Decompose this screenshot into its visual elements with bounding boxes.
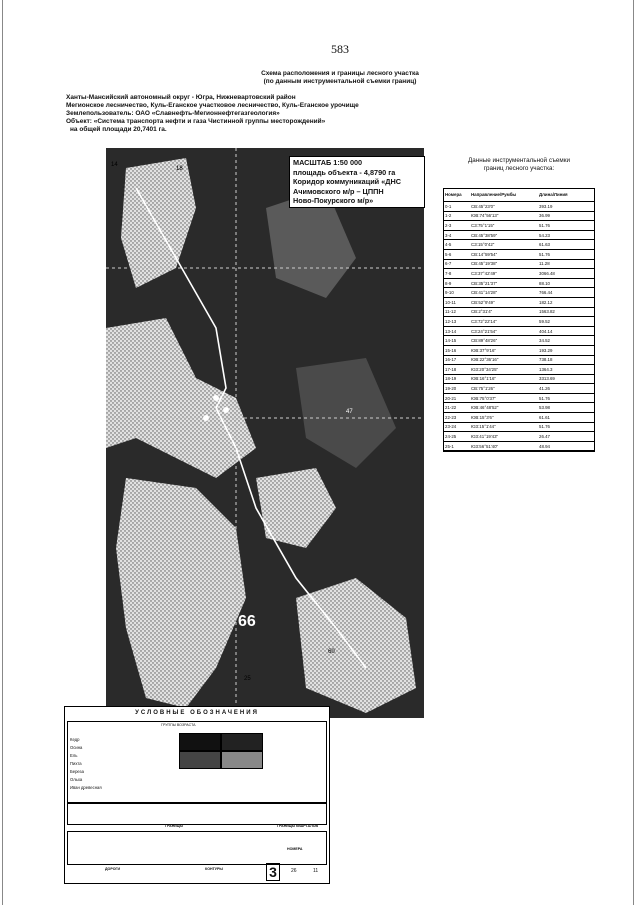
survey-direction: ЮЗ:41°19'43" — [470, 432, 538, 442]
survey-segment: 18-19 — [444, 374, 470, 384]
survey-row — [444, 278, 594, 288]
survey-length: 36.99 — [538, 211, 594, 221]
survey-row — [444, 345, 594, 355]
survey-body — [444, 202, 594, 451]
survey-length: 59.52 — [538, 317, 594, 327]
info-forestry: Мегионское лесничество, Куль-Еганское участковое лесничество, Куль-Еганское урочище — [66, 102, 359, 109]
survey-direction: ЮВ:16°1'16" — [470, 374, 538, 384]
corridor-line-3: Ново-Покурского м/р» — [293, 196, 374, 205]
legend-numbers: НОМЕРА — [287, 847, 303, 851]
survey-segment: 5-6 — [444, 249, 470, 259]
survey-direction: СЗ:15°0'42" — [470, 240, 538, 250]
survey-direction: СЗ:72°22'14" — [470, 317, 538, 327]
survey-direction: ЮВ:74°56'13" — [470, 211, 538, 221]
survey-length: 48.94 — [538, 441, 594, 451]
survey-segment: 24-25 — [444, 432, 470, 442]
survey-length: 1364.3 — [538, 365, 594, 375]
legend — [64, 706, 330, 884]
legend-quarters: ГРАНИЦЫ КВАРТАЛОВ — [277, 824, 319, 828]
survey-length: 34.52 — [538, 336, 594, 346]
survey-length: 11.28 — [538, 259, 594, 269]
survey-row — [444, 221, 594, 231]
survey-caption-line-2: границ лесного участка: — [483, 165, 555, 172]
heading-line-1: Схема расположения и границы лесного участка — [261, 70, 419, 77]
header-length: Длина/Линия — [538, 189, 594, 202]
survey-segment: 0-1 — [444, 202, 470, 212]
legend-mark-26: 26 — [291, 868, 297, 874]
survey-segment: 25-1 — [444, 441, 470, 451]
survey-segment: 1-2 — [444, 211, 470, 221]
survey-segment: 6-7 — [444, 259, 470, 269]
survey-table — [443, 188, 595, 452]
survey-direction: СВ:75°1'26" — [470, 384, 538, 394]
survey-length: 54.23 — [538, 230, 594, 240]
map-image — [66, 148, 424, 718]
survey-row — [444, 441, 594, 451]
survey-length: 51.76 — [538, 249, 594, 259]
survey-direction: ЮВ:37°9'16" — [470, 345, 538, 355]
survey-segment: 21-22 — [444, 403, 470, 413]
map-label-bottom: 25 — [244, 676, 251, 682]
survey-row — [444, 249, 594, 259]
survey-segment: 7-8 — [444, 269, 470, 279]
info-object: Объект: «Система транспорта нефти и газа Чистинной группы месторождений» — [66, 118, 326, 125]
legend-swatch — [221, 751, 263, 769]
survey-direction: ЮВ:22°36'16" — [470, 355, 538, 365]
legend-mark-3: 3 — [266, 863, 280, 881]
info-land-user: Землепользователь: ОАО «Славнефть-Мегионнефтегазгеология» — [66, 110, 280, 117]
survey-length: 51.76 — [538, 221, 594, 231]
corridor-line-2: Ачимовского м/р – ЦППН — [293, 186, 384, 196]
survey-length: 61.61 — [538, 413, 594, 423]
legend-contours: КОНТУРЫ — [205, 867, 223, 871]
survey-length: 3066.48 — [538, 269, 594, 279]
survey-row — [444, 403, 594, 413]
survey-length: 404.14 — [538, 326, 594, 336]
survey-row — [444, 317, 594, 327]
survey-direction: ЮЗ:15°1'44" — [470, 422, 538, 432]
legend-tree-item: Береза — [70, 769, 84, 774]
legend-boundaries: ГРАНИЦЫ — [165, 824, 184, 828]
object-info — [66, 94, 426, 134]
survey-segment: 22-23 — [444, 413, 470, 423]
survey-segment: 3-4 — [444, 230, 470, 240]
survey-segment: 20-21 — [444, 393, 470, 403]
survey-direction: СВ:89°48'26" — [470, 336, 538, 346]
survey-row — [444, 413, 594, 423]
survey-row — [444, 365, 594, 375]
survey-row — [444, 374, 594, 384]
survey-row — [444, 336, 594, 346]
survey-direction: СЗ:75°1'15" — [470, 221, 538, 231]
survey-row — [444, 230, 594, 240]
legend-title: УСЛОВНЫЕ ОБОЗНАЧЕНИЯ — [135, 710, 259, 716]
survey-segment: 17-18 — [444, 365, 470, 375]
survey-segment: 4-5 — [444, 240, 470, 250]
survey-row — [444, 355, 594, 365]
scale-box — [289, 156, 425, 208]
map-label-top-left: 14 — [111, 162, 118, 168]
survey-length: 393.19 — [538, 202, 594, 212]
survey-segment: 15-16 — [444, 345, 470, 355]
legend-roads: ДОРОГИ — [105, 867, 121, 871]
scheme-heading — [150, 70, 530, 86]
survey-point — [223, 407, 229, 413]
legend-tree-item: Ель — [70, 753, 78, 758]
survey-segment: 12-13 — [444, 317, 470, 327]
legend-tree-item: Кедр — [70, 737, 80, 742]
survey-segment: 9-10 — [444, 288, 470, 298]
legend-groups: ГРУППЫ ВОЗРАСТА — [161, 723, 196, 727]
survey-row — [444, 211, 594, 221]
survey-direction: ЮЗ:20°34'25" — [470, 365, 538, 375]
survey-length: 182.12 — [538, 297, 594, 307]
area-line: площадь объекта - 4,8790 га — [293, 167, 396, 177]
survey-row — [444, 422, 594, 432]
survey-grid — [444, 189, 594, 451]
map-label-big: 66 — [238, 613, 256, 630]
survey-segment: 16-17 — [444, 355, 470, 365]
scan-edge-left — [2, 0, 3, 905]
page-number: 583 — [331, 42, 349, 56]
survey-length: 766.44 — [538, 288, 594, 298]
survey-length: 738.18 — [538, 355, 594, 365]
survey-segment: 8-9 — [444, 278, 470, 288]
map-label-mid: 47 — [346, 409, 353, 415]
survey-length: 26.47 — [538, 432, 594, 442]
survey-length: 51.76 — [538, 393, 594, 403]
map-label-top-mid: 18 — [176, 166, 183, 172]
survey-header-row — [444, 189, 594, 202]
survey-length: 193.29 — [538, 345, 594, 355]
survey-direction: ЮЗ:56°51'40" — [470, 441, 538, 451]
legend-tree-item: Ольха — [70, 777, 83, 782]
survey-row — [444, 432, 594, 442]
survey-direction: СВ:14°59'54" — [470, 249, 538, 259]
corridor-line-1: Коридор коммуникаций «ДНС — [293, 177, 401, 186]
survey-row — [444, 393, 594, 403]
legend-tree-item: Иван древесная — [70, 785, 102, 790]
survey-row — [444, 240, 594, 250]
legend-swatch — [179, 733, 221, 751]
legend-swatch — [179, 751, 221, 769]
survey-segment: 19-20 — [444, 384, 470, 394]
legend-mark-11: 11 — [313, 868, 319, 874]
scale-line: МАСШТАБ 1:50 000 — [293, 158, 363, 167]
survey-direction: СВ:45°19'38" — [470, 259, 538, 269]
survey-segment: 2-3 — [444, 221, 470, 231]
survey-direction: СЗ:37°42'49" — [470, 269, 538, 279]
survey-segment: 14-15 — [444, 336, 470, 346]
survey-row — [444, 297, 594, 307]
survey-direction: ЮВ:15°3'6" — [470, 413, 538, 423]
survey-point — [213, 395, 219, 401]
survey-direction: СВ:45°23'0" — [470, 202, 538, 212]
info-region: Ханты-Мансийский автономный округ - Югра, Нижневартовский район — [66, 94, 296, 101]
survey-row — [444, 288, 594, 298]
header-numbers: Номера — [444, 189, 470, 202]
survey-row — [444, 326, 594, 336]
heading-line-2: (по данным инструментальной съемки границ) — [263, 78, 417, 85]
survey-length: 53.98 — [538, 403, 594, 413]
survey-direction: СВ:41°14'28" — [470, 288, 538, 298]
survey-caption-line-1: Данные инструментальной съемки — [467, 157, 571, 164]
map-label-low-right: 60 — [328, 649, 335, 655]
header-direction: Направление/Румбы — [470, 189, 538, 202]
survey-row — [444, 202, 594, 212]
survey-length: 41.26 — [538, 384, 594, 394]
survey-direction: СВ:2°31'4" — [470, 307, 538, 317]
forest-map — [66, 148, 424, 718]
legend-swatch — [221, 733, 263, 751]
survey-direction: ЮВ:46°48'52" — [470, 403, 538, 413]
survey-direction: ЮВ:75°0'37" — [470, 393, 538, 403]
survey-segment: 11-12 — [444, 307, 470, 317]
survey-direction: СЗ:24°21'54" — [470, 326, 538, 336]
survey-direction: СВ:45°38'59" — [470, 230, 538, 240]
legend-tree-item: Пихта — [70, 761, 82, 766]
survey-row — [444, 307, 594, 317]
survey-segment: 23-24 — [444, 422, 470, 432]
survey-length: 1563.82 — [538, 307, 594, 317]
survey-segment: 10-11 — [444, 297, 470, 307]
survey-row — [444, 269, 594, 279]
survey-length: 51.76 — [538, 422, 594, 432]
legend-tree-item: Осина — [70, 745, 83, 750]
survey-caption — [440, 157, 598, 173]
survey-row — [444, 259, 594, 269]
survey-length: 61.63 — [538, 240, 594, 250]
scan-edge-right — [633, 0, 634, 905]
survey-segment: 13-14 — [444, 326, 470, 336]
survey-point — [203, 415, 209, 421]
survey-direction: СВ:35°21'37" — [470, 278, 538, 288]
survey-length: 3313.69 — [538, 374, 594, 384]
survey-row — [444, 384, 594, 394]
survey-length: 88.10 — [538, 278, 594, 288]
legend-boundaries-block — [67, 803, 327, 825]
survey-direction: СВ:52°9'49" — [470, 297, 538, 307]
info-area: на общей площади 20,7401 га. — [70, 126, 167, 133]
